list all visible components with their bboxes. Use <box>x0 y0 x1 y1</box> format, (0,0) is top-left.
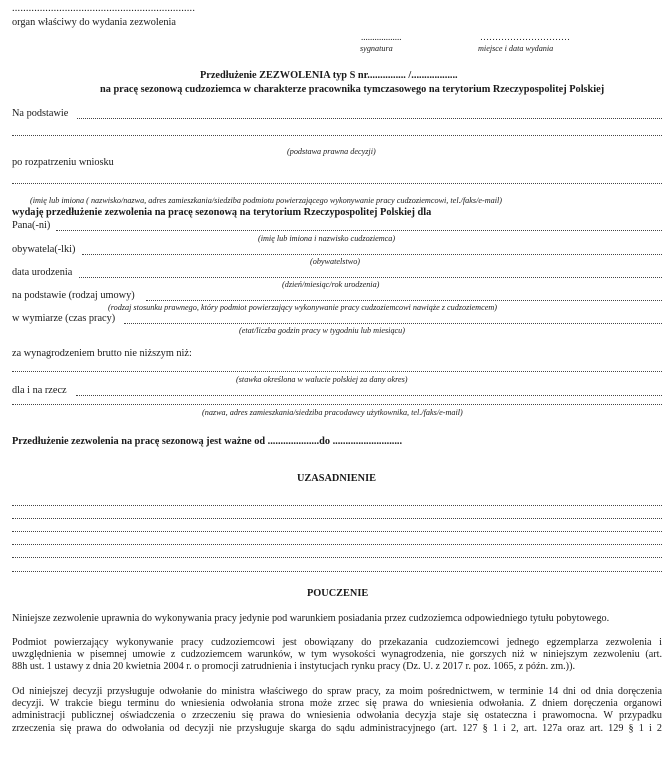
organ-label: organ właściwy do wydania zezwolenia <box>12 17 176 28</box>
pouczenie-p2-line-2: uwzględnienia w pisemnej umowie z cudzoziemcem warunków, w tym wysokości wynagrodzenia, nie gorszych niż w niniejszym zezwoleniu (art. <box>12 649 662 661</box>
pouczenie-p2-line-1: Podmiot powierzający wykonywanie pracy cudzoziemcowi jest obowiązany do przekazania cudzoziemcowi jednego egzemplarza zezwolenia i <box>12 637 662 648</box>
wynagrodzenie-field[interactable] <box>12 371 662 372</box>
dla-caption: (nazwa, adres zamieszkania/siedziba pracodawcy użytkownika, tel./faks/e-mail) <box>202 408 463 417</box>
pouczenie-paragraph-2 <box>12 637 662 674</box>
uzasadnienie-line-6[interactable] <box>12 571 662 572</box>
pana-field[interactable] <box>56 230 662 231</box>
pouczenie-title: POUCZENIE <box>307 588 369 599</box>
label-po-rozpatrzeniu: po rozpatrzeniu wniosku <box>12 157 114 168</box>
pouczenie-paragraph-1 <box>12 613 662 625</box>
uzasadnienie-line-2[interactable] <box>12 518 662 519</box>
pouczenie-p3-line-3: administracji publicznej oświadczenia o zrzeczeniu się prawa do wniesienia odwołania decyzja staje się ostateczna i prawomocna. W przypadku <box>12 710 662 722</box>
wydaje-statement: wydaję przedłużenie zezwolenia na pracę sezonową na terytorium Rzeczypospolitej Polskiej dla <box>12 207 432 218</box>
podstawa-caption: (podstawa prawna decyzji) <box>287 147 376 156</box>
na-podstawie-field-line2[interactable] <box>12 135 662 136</box>
obywatela-field[interactable] <box>82 254 662 255</box>
uzasadnienie-line-3[interactable] <box>12 531 662 532</box>
document-subtitle: na pracę sezonową cudzoziemca w charakterze pracownika tymczasowego na terytorium Rzeczypospolitej Polskiej <box>100 84 605 95</box>
organ-dots: .................................................................. <box>12 3 196 14</box>
document-title: Przedłużenie ZEZWOLENIA typ S nr............... /.................. <box>200 70 458 81</box>
pouczenie-paragraph-3 <box>12 686 662 735</box>
label-wymiar: w wymiarze (czas pracy) <box>12 313 116 324</box>
label-obywatela: obywatela(-lki) <box>12 244 76 255</box>
pouczenie-p3-line-4: zrzeczenia się prawa do odwołania od decyzji nie przysługuje skarga do sądu administracyjnego (art. 127 § 1 i 2, art. 127a oraz art. 129 § 1 i 2 <box>12 722 662 734</box>
label-umowa: na podstawie (rodzaj umowy) <box>12 290 135 301</box>
pouczenie-p2-line-3: 88h ust. 1 ustawy z dnia 20 kwietnia 2004 r. o promocji zatrudnienia i instytucjach rynku pracy (Dz. U. z 2017 r. poz. 1065, z późn. zm.)). <box>12 661 576 673</box>
wymiar-caption: (etat/liczba godzin pracy w tygodniu lub miesiącu) <box>239 326 406 335</box>
place-dots: ………………………… <box>480 32 570 42</box>
pouczenie-p3-line-1: Od niniejszej decyzji przysługuje odwołanie do ministra właściwego do spraw pracy, za moim pośrednictwem, w terminie 14 dni od dnia doręczenia <box>12 686 662 697</box>
wynagrodzenie-caption: (stawka określona w walucie polskiej za dany okres) <box>236 375 408 384</box>
label-na-podstawie: Na podstawie <box>12 108 69 119</box>
dla-field[interactable] <box>76 395 662 396</box>
umowa-field[interactable] <box>146 300 662 301</box>
place-label: miejsce i data wydania <box>478 44 554 53</box>
dla-field-line2[interactable] <box>12 404 662 405</box>
data-urodzenia-field[interactable] <box>79 277 662 278</box>
label-data-urodzenia: data urodzenia <box>12 267 73 278</box>
uzasadnienie-line-4[interactable] <box>12 544 662 545</box>
pouczenie-p1-line: Niniejsze zezwolenie uprawnia do wykonywania pracy jedynie pod warunkiem posiadania przez cudzoziemca odpowiedniego tytułu pobytowego. <box>12 613 610 624</box>
label-pana: Pana(-ni) <box>12 220 51 231</box>
signature-dots: .................. <box>361 32 402 42</box>
label-dla: dla i na rzecz <box>12 385 67 396</box>
wymiar-field[interactable] <box>124 323 662 324</box>
podmiot-caption: (imię lub imiona ( nazwisko/nazwa, adres zamieszkania/siedziba podmiotu powierzającego wykonywanie pracy cudzoziemcowi, tel./faks/e-mail) <box>30 196 503 205</box>
validity-statement: Przedłużenie zezwolenia na pracę sezonową jest ważne od ....................do ........................... <box>12 436 403 447</box>
label-wynagrodzenie: za wynagrodzeniem brutto nie niższym niż: <box>12 348 192 359</box>
data-caption: (dzień/miesiąc/rok urodzenia) <box>282 280 380 289</box>
pana-caption: (imię lub imiona i nazwisko cudzoziemca) <box>258 234 396 243</box>
obywatela-caption: (obywatelstwo) <box>310 257 361 266</box>
signature-label: sygnatura <box>360 44 393 53</box>
pouczenie-p3-line-2: decyzji. W trakcie biegu terminu do wniesienia odwołania strona może zrzec się prawa do wniesienia odwołania. Z dniem doręczenia organowi <box>12 698 662 710</box>
wniosek-field[interactable] <box>12 183 662 184</box>
uzasadnienie-line-1[interactable] <box>12 505 662 506</box>
uzasadnienie-title: UZASADNIENIE <box>297 473 376 484</box>
na-podstawie-field[interactable] <box>77 118 662 119</box>
uzasadnienie-line-5[interactable] <box>12 557 662 558</box>
umowa-caption: (rodzaj stosunku prawnego, który podmiot powierzający wykonywanie pracy cudzoziemcowi nawiąże z cudzoziemcem) <box>108 303 498 312</box>
